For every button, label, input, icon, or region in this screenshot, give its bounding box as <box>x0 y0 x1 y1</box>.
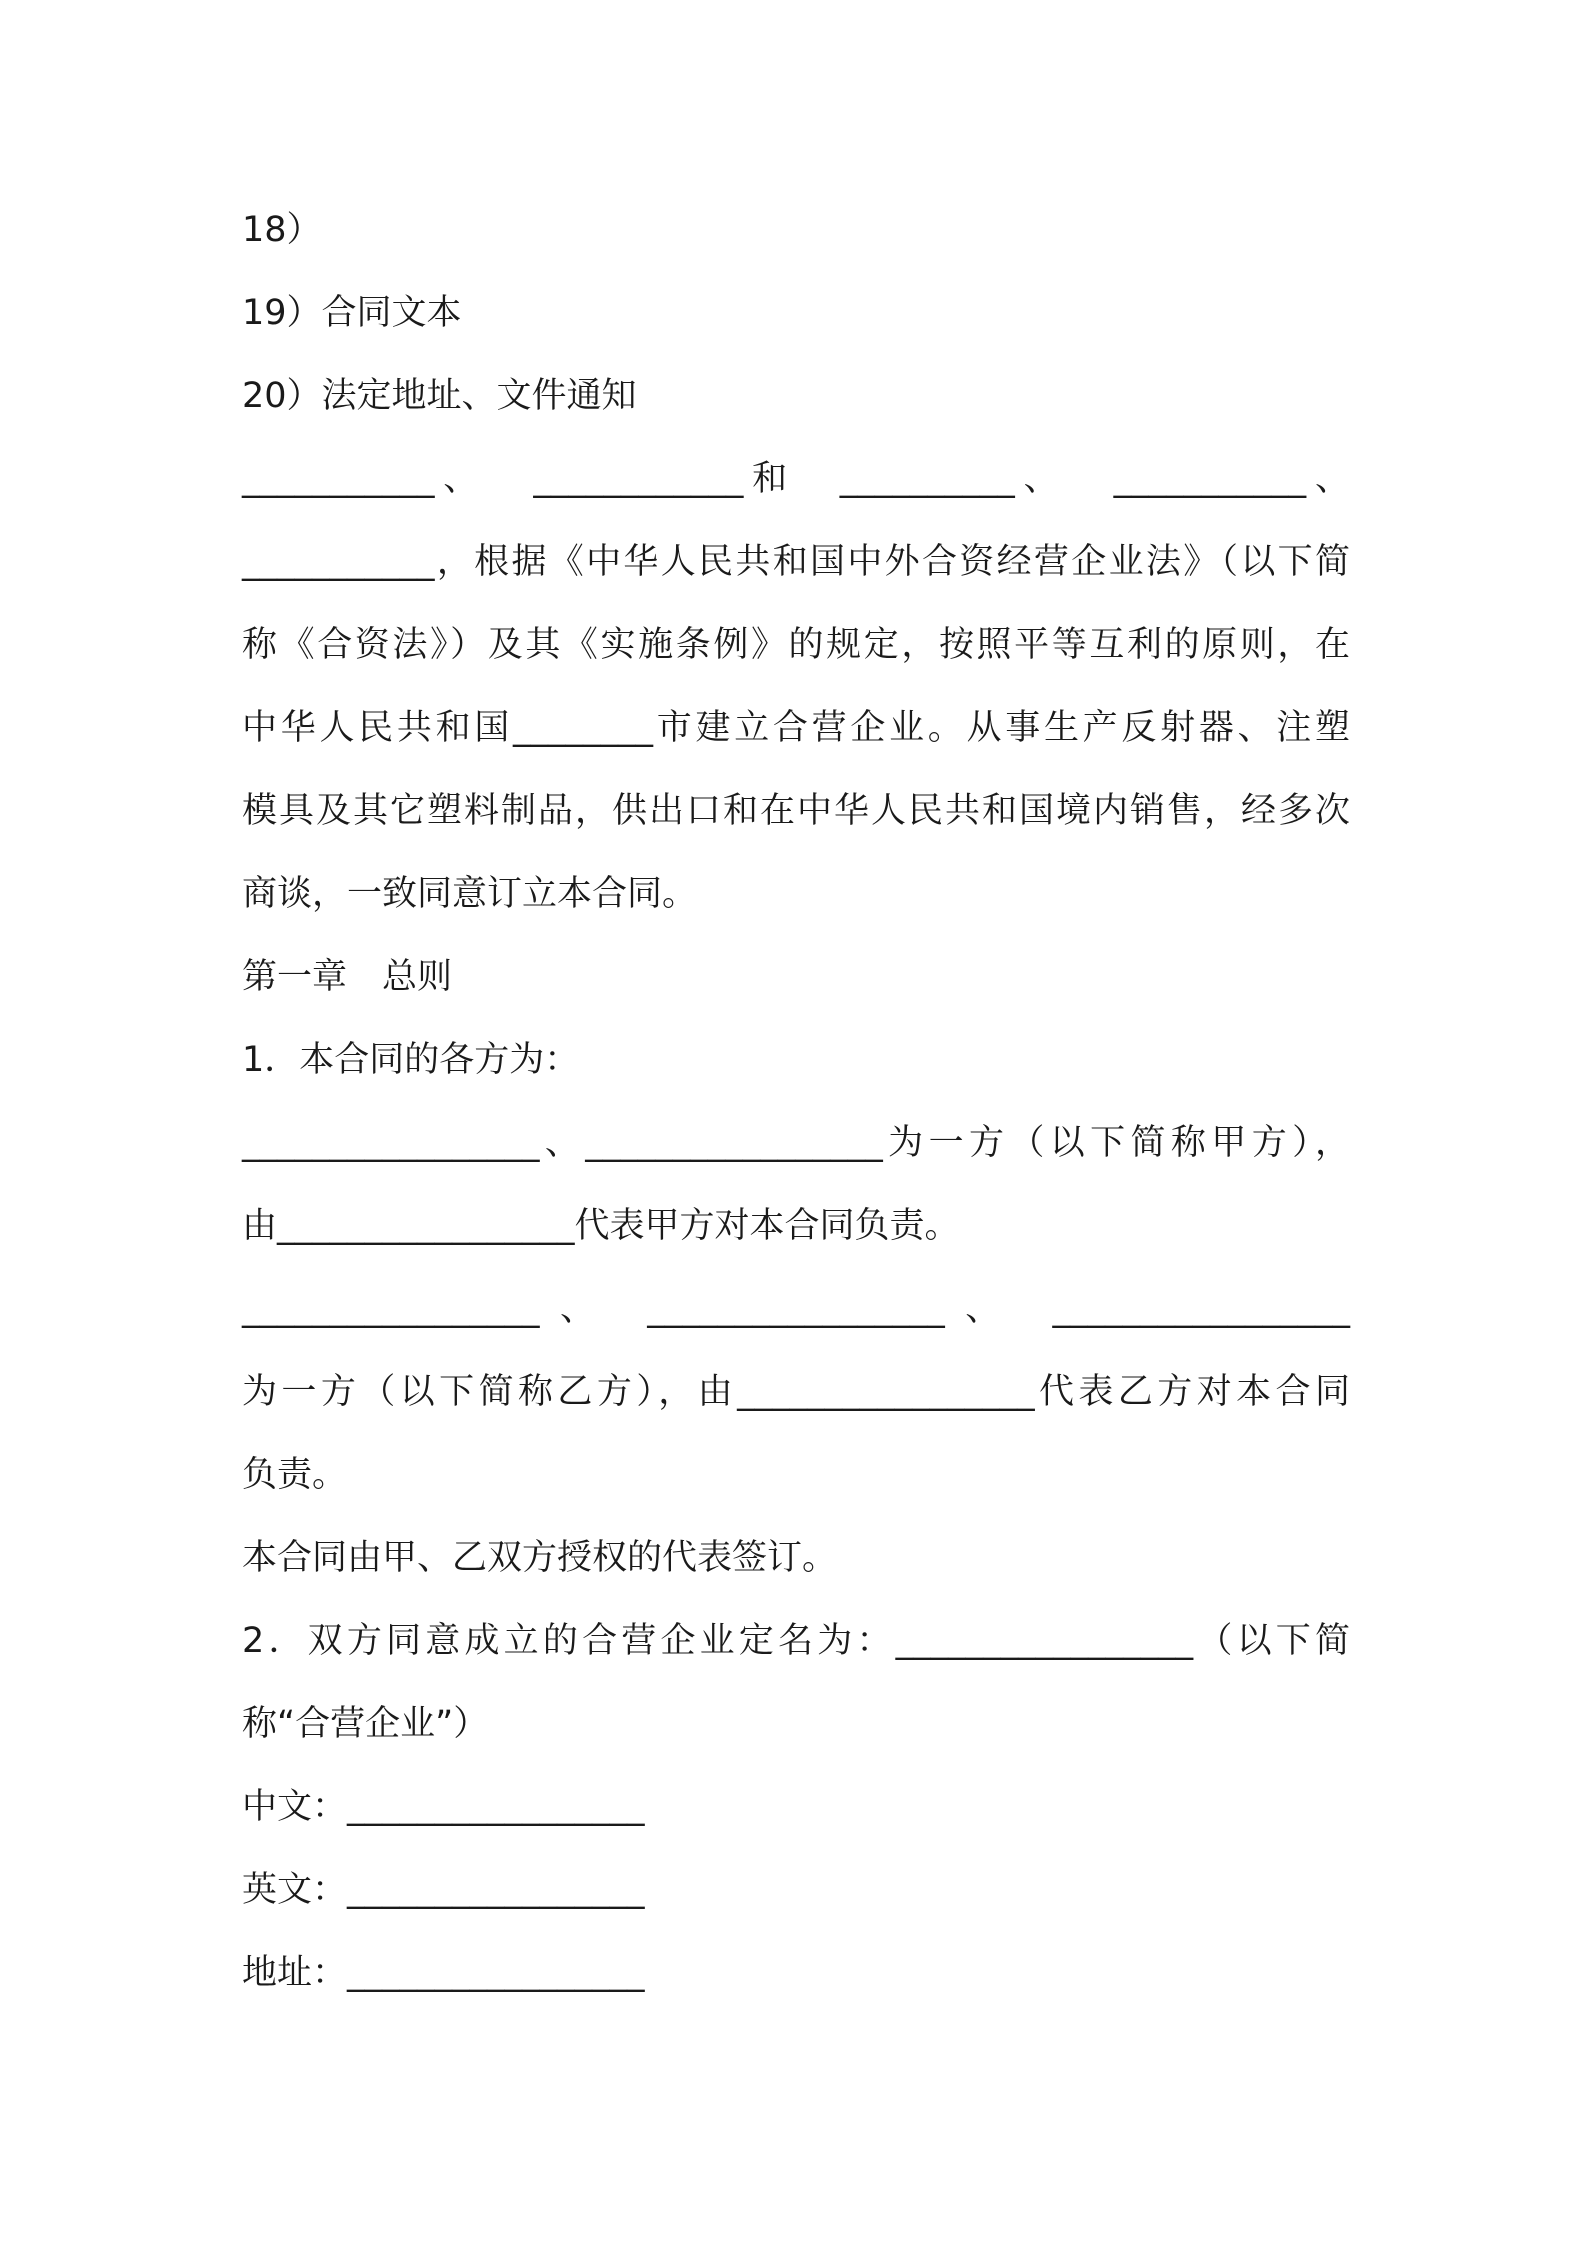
doc-line-13: 由_________________代表甲方对本合同负责。 <box>242 1206 960 1246</box>
doc-line-8: 模具及其它塑料制品，供出口和在中华人民共和国境内销售，经多次 <box>242 791 1350 831</box>
doc-line-15: 为一方（以下简称乙方），由_________________代表乙方对本合同 <box>242 1372 1350 1412</box>
doc-line-14: _________________、 _________________、 _________________ <box>242 1289 1350 1329</box>
doc-line-1: 18） <box>242 210 322 250</box>
doc-line-18: 2．双方同意成立的合营企业定名为：_________________（以下简 <box>242 1621 1350 1661</box>
doc-line-2: 19）合同文本 <box>242 293 462 333</box>
doc-line-4: ___________、 ____________和 __________、 ___________、 <box>242 459 1350 499</box>
doc-line-19: 称“合营企业”） <box>242 1704 489 1744</box>
field-english-name: 英文：_________________ <box>242 1870 645 1910</box>
doc-line-12: _________________、_________________为一方（以下简称甲方）， <box>242 1123 1350 1163</box>
chapter-heading: 第一章 总则 <box>242 957 453 997</box>
doc-line-11: 1．本合同的各方为： <box>242 1040 580 1080</box>
doc-line-5: ___________，根据《中华人民共和国中外合资经营企业法》（以下简 <box>242 542 1350 582</box>
doc-line-7: 中华人民共和国________市建立合营企业。从事生产反射器、注塑 <box>242 708 1350 748</box>
field-chinese-name: 中文：_________________ <box>242 1787 645 1827</box>
doc-line-3: 20）法定地址、文件通知 <box>242 376 637 416</box>
doc-line-17: 本合同由甲、乙双方授权的代表签订。 <box>242 1538 838 1578</box>
field-address: 地址：_________________ <box>242 1953 645 1993</box>
doc-line-6: 称《合资法》）及其《实施条例》的规定，按照平等互利的原则，在 <box>242 625 1350 665</box>
doc-line-16: 负责。 <box>242 1455 348 1495</box>
doc-line-9: 商谈，一致同意订立本合同。 <box>242 874 698 914</box>
